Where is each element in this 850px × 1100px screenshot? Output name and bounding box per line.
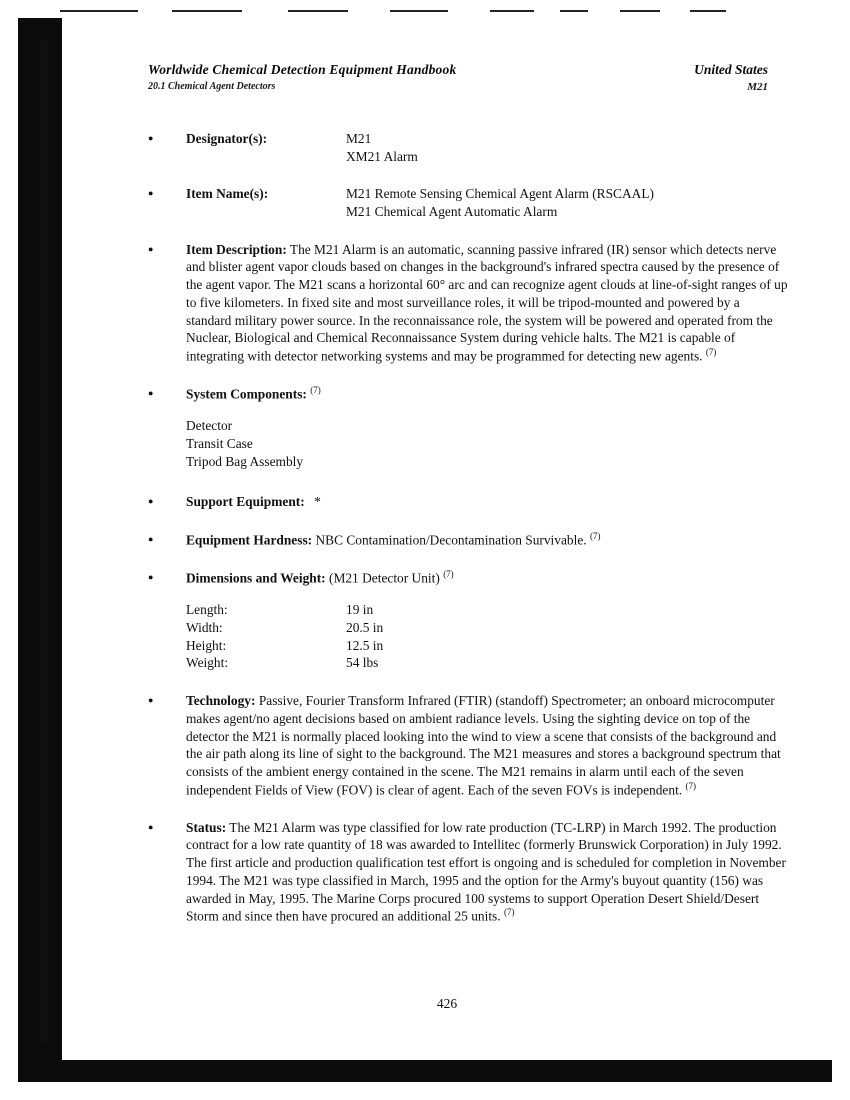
table-row (186, 654, 788, 672)
dimension-value: 12.5 in (346, 637, 384, 653)
dimension-value: 20.5 in (346, 619, 384, 635)
bullet-icon (148, 493, 186, 511)
system-components-list (186, 417, 788, 470)
dimension-key: Width: (186, 619, 223, 635)
item-name-value: M21 Remote Sensing Chemical Agent Alarm (RSCAAL) (346, 186, 654, 202)
entry-designator (148, 130, 788, 165)
equipment-hardness-footnote: (7) (589, 530, 601, 541)
designator-values (346, 130, 418, 165)
entry-technology (148, 692, 788, 799)
table-row (186, 637, 788, 655)
table-row (186, 619, 788, 637)
bullet-icon (148, 569, 186, 672)
bullet-icon (148, 385, 186, 473)
header-left (148, 62, 456, 92)
scan-top-marks (60, 6, 760, 16)
header-right (694, 62, 768, 93)
dimensions-table (186, 601, 788, 672)
list-item: Tripod Bag Assembly (186, 453, 304, 469)
entry-item-description (148, 241, 788, 365)
item-names-label: Item Name(s): (186, 186, 269, 202)
list-item: Transit Case (186, 436, 253, 452)
bullet-icon (148, 185, 186, 220)
support-equipment-label: Support Equipment: (186, 493, 305, 509)
designator-label: Designator(s): (186, 131, 268, 146)
page-sheet (62, 18, 832, 1060)
item-designator: M21 (747, 81, 768, 93)
technology-footnote: (7) (685, 780, 696, 791)
designator-value: XM21 Alarm (346, 148, 418, 164)
item-description-text: The M21 Alarm is an automatic, scanning passive infrared (IR) sensor which detects nerve and blister agent vapor clouds based on changes in the background's infrared spectra caused by the presence of the agent vapor. The M21 scans a horizontal 60° arc and can recognize agent clouds at line-of-sight ranges of up to five kilometers. In fixed site and most surveillance roles, it will be tripod-mounted and powered by a standard military power source. In the reconnaissance role, the system will be powered and operated from the Nuclear, Biological and Chemical Reconnaissance System during vehicle halts. The M21 is capable of integrating with detector networking systems and may be programmed for detecting new agents. (186, 241, 788, 364)
document-body (148, 130, 788, 925)
table-row (186, 601, 788, 619)
dimension-key: Length: (186, 601, 228, 617)
dimensions-label: Dimensions and Weight: (186, 570, 326, 586)
handbook-title: Worldwide Chemical Detection Equipment Handbook (148, 62, 457, 77)
entry-dimensions-and-weight (148, 569, 788, 672)
system-components-label: System Components: (186, 386, 307, 402)
dimension-value: 19 in (346, 601, 374, 617)
section-title: 20.1 Chemical Agent Detectors (148, 81, 276, 92)
item-names-values (346, 185, 654, 220)
designator-value: M21 (346, 131, 372, 146)
scan-left-edge-streak (40, 40, 48, 1060)
dimension-key: Weight: (186, 655, 229, 671)
technology-text: Passive, Fourier Transform Infrared (FTIR) (standoff) Spectrometer; an onboard microcomputer makes agent/no agent decisions based on ambient radiance levels. Using the sighting device on top of the detector the M21 is normally placed looking into the wind to view a scene that consists of the background and the air path along its line of sight to the background. The M21 measures and stores a background spectrum that consists of the ambient energy contained in the scene. The M21 remains in alarm until each of the seven independent Fields of View (FOV) is clear of agent. Each of the seven FOVs is independent. (186, 693, 781, 798)
support-equipment-value: * (314, 493, 321, 509)
item-name-value: M21 Chemical Agent Automatic Alarm (346, 204, 558, 220)
equipment-hardness-label: Equipment Hardness: (186, 532, 313, 548)
dimension-value: 54 lbs (346, 655, 379, 671)
country-name: United States (694, 62, 768, 77)
page-number: 426 (436, 996, 458, 1011)
bullet-icon (148, 130, 186, 165)
system-components-footnote: (7) (310, 385, 321, 396)
item-description-label: Item Description: (186, 241, 287, 257)
technology-label: Technology: (186, 693, 256, 709)
list-item: Detector (186, 418, 233, 434)
equipment-hardness-value: NBC Contamination/Decontamination Survivable. (315, 532, 587, 548)
dimension-key: Height: (186, 637, 227, 653)
bullet-icon (148, 241, 186, 365)
dimensions-value: (M21 Detector Unit) (329, 570, 440, 586)
bullet-icon (148, 692, 186, 799)
bullet-icon (148, 531, 186, 549)
running-header (148, 62, 768, 93)
status-footnote: (7) (503, 907, 515, 918)
dimensions-footnote: (7) (443, 568, 454, 579)
status-label: Status: (186, 819, 227, 835)
entry-support-equipment (148, 493, 788, 511)
entry-item-names (148, 185, 788, 220)
item-description-footnote: (7) (705, 346, 717, 357)
status-text: The M21 Alarm was type classified for low rate production (TC-LRP) in March 1992. The production contract for a low rate quantity of 18 was awarded to Intellitec (formerly Brunswick Corporation) in July 1992. The first article and production qualification test effort is ongoing and is scheduled for completion in November 1994. The M21 was type classified in March, 1995 and the option for the Army's buyout quantity (156) was awarded in May, 1995. The Marine Corps procured 100 systems to support Operation Desert Shield/Desert Storm and since then have procured an additional 25 units. (186, 819, 786, 924)
entry-status (148, 819, 788, 926)
entry-system-components (148, 385, 788, 473)
bullet-icon (148, 819, 186, 926)
entry-equipment-hardness (148, 531, 788, 549)
